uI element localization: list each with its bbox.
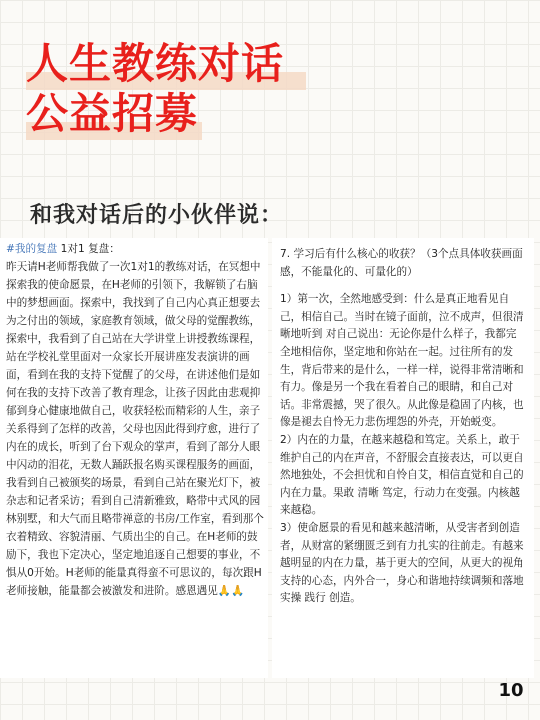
right-review-card [272,238,534,678]
subtitle: 和我对话后的小伙伴说： [30,203,284,228]
question-text: 7. 学习后有什么核心的收获？（3个点具体收获画面感，不能量化的、可量化的） [280,248,523,278]
right-review-text [280,246,526,608]
title-line-2: 公益招募 [26,89,199,138]
left-review-text [6,240,264,600]
tag-suffix: 1对1 复盘： [57,243,120,255]
answer-paragraph-2: 2）内在的力量，在越来越稳和笃定。关系上，敢于维护自己的内在声音，不舒服会直接表达，可以更自然地独处，不会担忧和自怜自艾，相信直觉和自己的内在力量。果敢 清晰 笃定，行动力在变强。内核越来越稳。 [280,433,524,517]
page-number: 10 [498,680,524,701]
left-review-card [0,238,268,678]
left-review-body: 昨天请H老师帮我做了一次1对1的教练对话，在冥想中探索我的使命愿景，在H老师的引领下，我解锁了右脑中的梦想画面。探索中，我找到了自己内心真正想要去为之付出的领域，家庭教育领域，做父母的觉醒教练，探索中，我看到了自己站在大学讲堂上讲授教练课程，站在学校礼堂里面对一众家长开展讲座发表演讲的画面，看到在我的支持下觉醒了的父母，在讲述他们是如何在我的支持下改善了教育理念，让孩子因此由悲观抑郁到身心健康地做自己，收获轻松而精彩的人生，亲子关系得到了怎样的改善，父母也因此得到疗愈，进行了内在的成长，听到了台下观众的掌声，看到了部分人眼中闪动的泪花，无数人踊跃报名购买课程服务的画面，我看到自己被颁奖的场景，看到自己站在聚光灯下，被杂志和记者采访；看到自己清新雅致，略带中式风的园林别墅，和大气而且略带禅意的书房/工作室，看到那个衣着精致、容貌清丽、气质出尘的自己。在H老师的鼓励下，我也下定决心，坚定地追逐自己想要的事业，不惧从0开始。H老师的能量真得蛮不可思议的，每次跟H老师接触，能量都会被激发和进阶。感恩遇见🙏🙏 [6,261,264,597]
answer-paragraph-3: 3）使命愿景的看见和越来越清晰，从受害者到创造者，从财富的紧绷匮乏到有力扎实的往前走。有越来越明显的内在力量，基于更大的空间，从更大的视角 支持的心态，内外合一，身心和谐地持续调频和落地实操 践行 创造。 [280,521,524,605]
title-line-1: 人生教练对话 [26,39,285,88]
answer-paragraph-1: 1）第一次，全然地感受到：什么是真正地看见自己，相信自己。当时在镜子面前，泣不成声，但很清晰地听到 对自己说出：无论你是什么样子，我都完全地相信你，坚定地和你站在一起。过往所有的发生，背后带来的是什么，一样一样，说得非常清晰和有力。像是另一个我在看着自己的眼睛，和自己对话。非常震撼，哭了很久。从此像是稳固了内核，也像是褪去自怜无力悲伤埋怨的外壳，开始蜕变。 [280,293,524,429]
hashtag-link[interactable]: #我的复盘 [6,243,58,255]
